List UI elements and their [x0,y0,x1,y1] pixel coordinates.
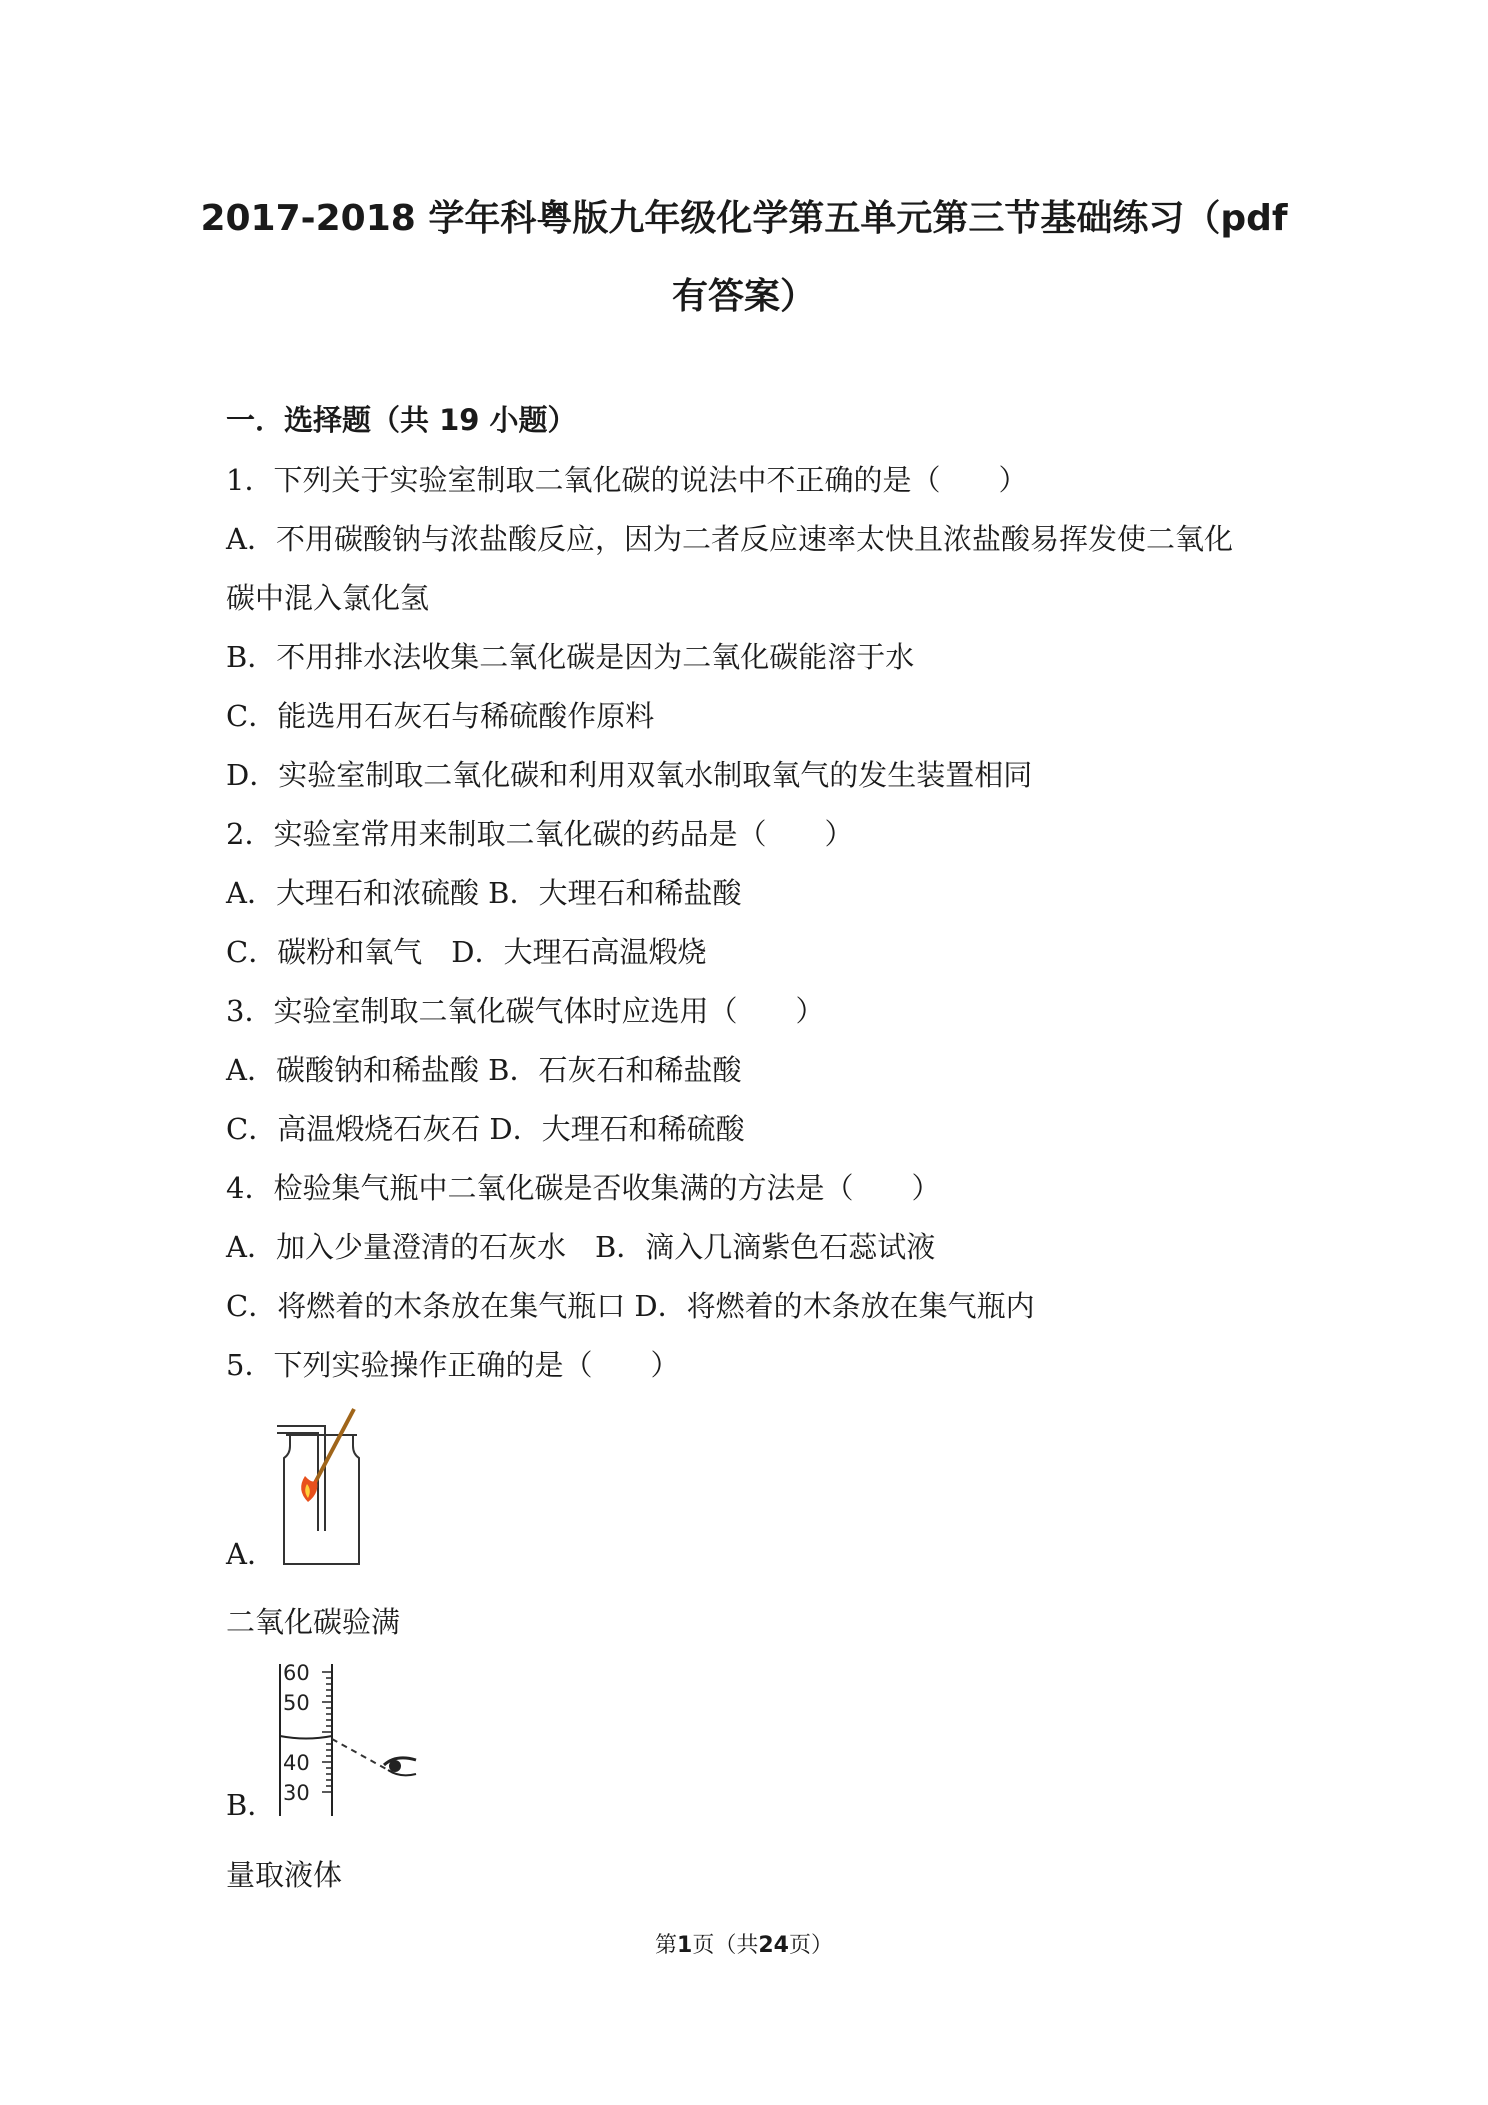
question-5-option-a-label: A． [226,1537,276,1571]
cylinder-tick-40: 40 [283,1751,310,1775]
question-4-options-ab: A．加入少量澄清的石灰水 B．滴入几滴紫色石蕊试液 [226,1230,936,1264]
title-line-1: 2017-2018 学年科粤版九年级化学第五单元第三节基础练习（pdf [200,198,1288,239]
graduated-cylinder-illustration [270,1662,430,1822]
gas-bottle-splint-illustration [272,1406,372,1576]
cylinder-tick-50: 50 [283,1691,310,1715]
question-1-option-a-cont: 碳中混入氯化氢 [226,581,430,615]
question-5-option-a-caption: 二氧化碳验满 [226,1605,401,1639]
eye-icon [384,1758,416,1775]
question-2-options-ab: A．大理石和浓硫酸 B．大理石和稀盐酸 [226,876,742,910]
page-indicator: 第1页（共24页） [655,1933,833,1958]
cylinder-tick-60: 60 [283,1662,310,1685]
question-2-stem: 2．实验室常用来制取二氧化碳的药品是（ ） [226,817,854,851]
question-2-options-cd: C．碳粉和氧气 D．大理石高温煅烧 [226,935,707,969]
question-3-options-cd: C．高温煅烧石灰石 D．大理石和稀硫酸 [226,1112,745,1146]
question-4-options-cd: C．将燃着的木条放在集气瓶口 D．将燃着的木条放在集气瓶内 [226,1289,1035,1323]
section-heading: 一．选择题（共 19 小题） [226,403,577,437]
page-total: 24 [758,1933,789,1958]
question-5-stem: 5．下列实验操作正确的是（ ） [226,1348,680,1382]
question-1-option-b: B．不用排水法收集二氧化碳是因为二氧化碳能溶于水 [226,640,915,674]
cylinder-tick-30: 30 [283,1781,310,1805]
document-title [150,180,1338,336]
title-line-2: 有答案） [671,276,816,317]
question-3-options-ab: A．碳酸钠和稀盐酸 B．石灰石和稀盐酸 [226,1053,742,1087]
question-1-option-d: D．实验室制取二氧化碳和利用双氧水制取氧气的发生装置相同 [226,758,1033,792]
question-1-option-c: C．能选用石灰石与稀硫酸作原料 [226,699,655,733]
question-3-stem: 3．实验室制取二氧化碳气体时应选用（ ） [226,994,825,1028]
question-1-option-a: A．不用碳酸钠与浓盐酸反应，因为二者反应速率太快且浓盐酸易挥发使二氧化 [226,522,1233,556]
question-5-option-b-caption: 量取液体 [226,1858,343,1892]
question-5-option-b-label: B． [226,1788,277,1822]
question-4-stem: 4．检验集气瓶中二氧化碳是否收集满的方法是（ ） [226,1171,941,1205]
question-1-stem: 1．下列关于实验室制取二氧化碳的说法中不正确的是（ ） [226,463,1028,497]
page-number: 1 [677,1933,693,1958]
